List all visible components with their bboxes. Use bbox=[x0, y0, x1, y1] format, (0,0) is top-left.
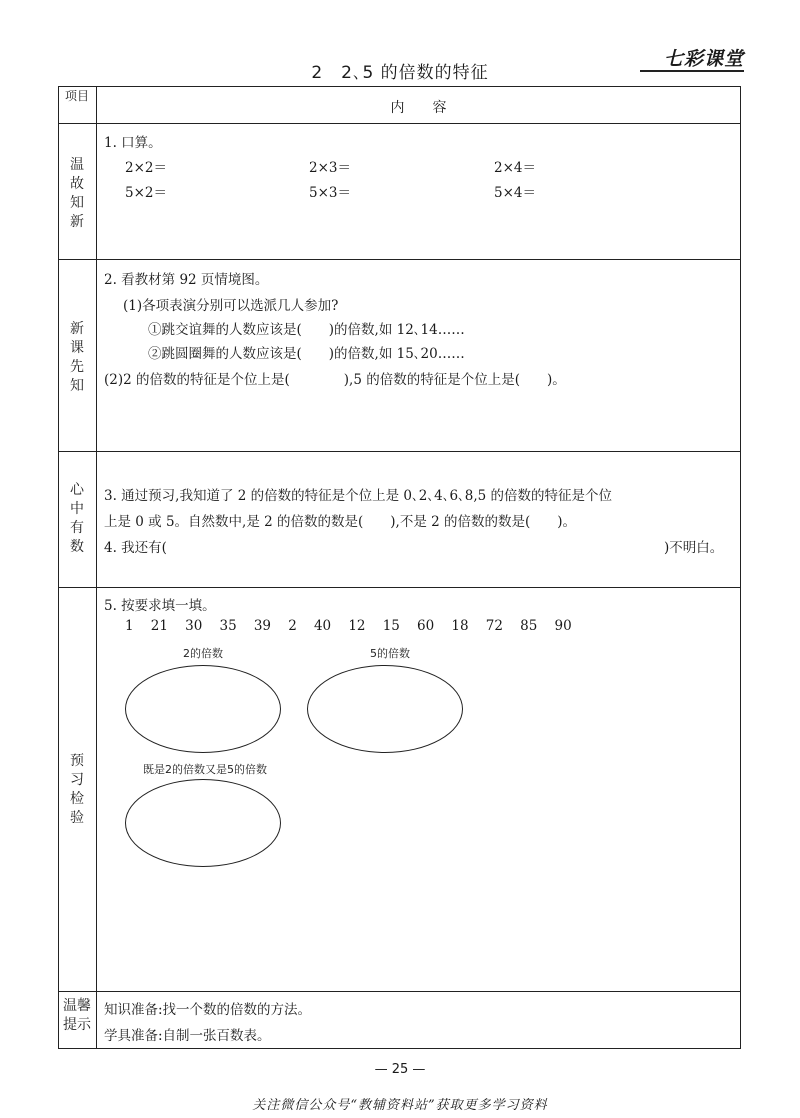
column-header-content: 内 容 bbox=[390, 100, 447, 116]
worksheet-table bbox=[58, 86, 741, 1049]
number-item: 60 bbox=[417, 618, 435, 634]
brand-underline bbox=[640, 70, 744, 72]
page-number: — 25 — bbox=[374, 1062, 426, 1077]
section-label-preview: 新课先知 bbox=[70, 321, 84, 394]
calc-item: 2×2＝ bbox=[125, 160, 167, 176]
question-3-line-2: 上是 0 或 5。自然数中,是 2 的倍数的数是( ),不是 2 的倍数的数是( )。 bbox=[104, 514, 577, 530]
question-2-part-1a: ①跳交谊舞的人数应该是( )的倍数,如 12､14…… bbox=[148, 322, 465, 338]
calc-item: 5×2＝ bbox=[125, 185, 167, 201]
question-3-line-1: 3. 通过预习,我知道了 2 的倍数的特征是个位上是 0､2､4､6､8,5 的倍数的特征是个位 bbox=[104, 488, 613, 504]
oval-label-multiples-of-2: 2的倍数 bbox=[183, 647, 223, 660]
row-divider bbox=[58, 587, 741, 588]
tip-knowledge: 知识准备:找一个数的倍数的方法。 bbox=[104, 1002, 312, 1018]
column-divider bbox=[96, 86, 97, 1049]
question-2-part-2: (2)2 的倍数的特征是个位上是( ),5 的倍数的特征是个位上是( )。 bbox=[104, 372, 566, 388]
column-header-item: 项目 bbox=[64, 89, 89, 103]
question-4: 4. 我还有( bbox=[104, 540, 167, 556]
number-item: 30 bbox=[185, 618, 203, 634]
oval-label-multiples-of-5: 5的倍数 bbox=[370, 647, 410, 660]
section-label-check: 预习检验 bbox=[70, 753, 84, 826]
number-item: 85 bbox=[520, 618, 538, 634]
page-title: 2 2､5 的倍数的特征 bbox=[311, 63, 489, 83]
number-item: 1 bbox=[125, 618, 134, 634]
footer-note: 关注微信公众号“教辅资料站”获取更多学习资料 bbox=[252, 1098, 548, 1113]
section-label-mind: 心中有数 bbox=[70, 482, 84, 555]
brand-logo: 七彩课堂 bbox=[663, 48, 744, 70]
question-2-part-1b: ②跳圆圈舞的人数应该是( )的倍数,如 15､20…… bbox=[148, 346, 465, 362]
number-item: 72 bbox=[485, 618, 503, 634]
row-divider bbox=[58, 451, 741, 452]
number-item: 90 bbox=[554, 618, 572, 634]
number-item: 40 bbox=[313, 618, 332, 634]
question-4-end: )不明白。 bbox=[664, 540, 724, 556]
section-label-review: 温故知新 bbox=[70, 157, 84, 230]
section-label-tips: 温馨提示 bbox=[63, 998, 91, 1033]
answer-oval-multiples-of-both[interactable] bbox=[125, 779, 281, 867]
row-divider bbox=[58, 123, 741, 124]
row-divider bbox=[58, 259, 741, 260]
answer-oval-multiples-of-5[interactable] bbox=[307, 665, 463, 753]
number-item: 15 bbox=[382, 618, 400, 634]
tip-tools: 学具准备:自制一张百数表。 bbox=[104, 1028, 271, 1044]
question-1: 1. 口算。 bbox=[104, 135, 162, 151]
calc-item: 5×3＝ bbox=[309, 185, 351, 201]
number-item: 39 bbox=[253, 618, 272, 634]
answer-oval-multiples-of-2[interactable] bbox=[125, 665, 281, 753]
oval-label-multiples-of-both: 既是2的倍数又是5的倍数 bbox=[143, 763, 267, 776]
number-item: 12 bbox=[348, 618, 366, 634]
calc-item: 2×4＝ bbox=[494, 160, 536, 176]
row-divider bbox=[58, 991, 741, 992]
number-item: 18 bbox=[451, 618, 469, 634]
question-2-part-1: (1)各项表演分别可以选派几人参加? bbox=[123, 298, 339, 314]
question-5: 5. 按要求填一填。 bbox=[104, 598, 216, 614]
number-item: 21 bbox=[150, 618, 168, 634]
number-item: 2 bbox=[288, 618, 297, 634]
calc-item: 5×4＝ bbox=[494, 185, 536, 201]
number-list bbox=[125, 618, 572, 634]
question-2: 2. 看教材第 92 页情境图。 bbox=[104, 272, 269, 288]
calc-item: 2×3＝ bbox=[309, 160, 351, 176]
number-item: 35 bbox=[219, 618, 237, 634]
